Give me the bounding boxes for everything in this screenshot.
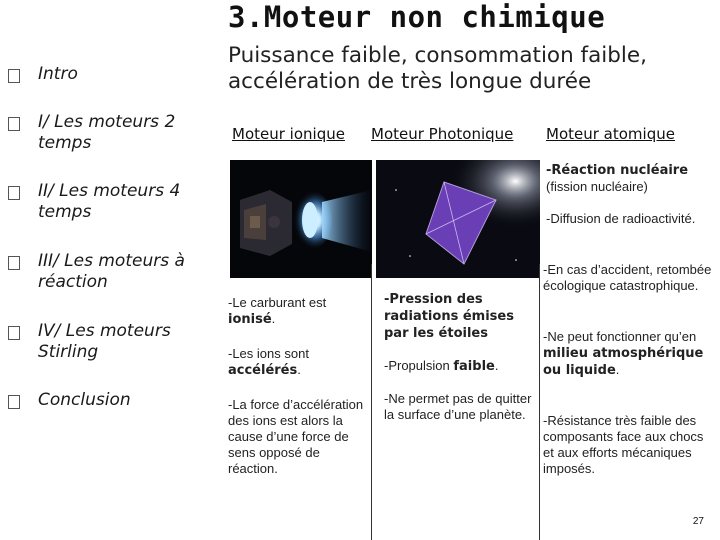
bullet-box-icon — [8, 395, 20, 409]
atomique-item: -En cas d’accident, retombée écologique catastrophique. — [543, 262, 712, 293]
nav-item-label: III/ Les moteurs à réaction — [38, 251, 185, 292]
nav-item-label: II/ Les moteurs 4 temps — [38, 181, 181, 222]
column-header-photonique: Moteur Photonique — [371, 125, 514, 143]
nav-item-moteurs-2-temps[interactable] — [8, 112, 208, 154]
nav-item-moteurs-reaction[interactable] — [8, 251, 208, 293]
page-number: 27 — [692, 516, 704, 527]
column-header-atomique: Moteur atomique — [546, 125, 675, 143]
column-header-ionique: Moteur ionique — [232, 125, 345, 143]
atomique-item: -Réaction nucléaire (fission nucléaire) — [546, 163, 689, 194]
atomique-item: -Diffusion de radioactivité. — [546, 211, 696, 226]
atomique-item: -Ne peut fonctionner qu’en milieu atmosphérique ou liquide. — [543, 329, 704, 378]
nav-item-label: Intro — [38, 64, 78, 84]
nav-item-conclusion[interactable] — [8, 390, 208, 411]
ion-engine-photo — [230, 160, 372, 278]
nav-item-label: IV/ Les moteurs Stirling — [38, 321, 171, 362]
nav-item-moteurs-4-temps[interactable] — [8, 181, 208, 223]
nav-item-label: Conclusion — [38, 390, 131, 410]
column-divider — [371, 264, 372, 540]
column-divider — [539, 264, 540, 540]
ionique-item: -Les ions sont accélérés. — [228, 346, 309, 378]
photonique-item: -Pression des radiations émises par les étoiles — [384, 292, 514, 341]
bullet-box-icon — [8, 117, 20, 131]
ionique-item: -La force d’accélération des ions est alors la cause d’une force de sens opposé de réaction. — [228, 397, 364, 476]
ionique-item: -Le carburant est ionisé. — [228, 295, 327, 327]
nav-item-moteurs-stirling[interactable] — [8, 321, 208, 363]
bullet-box-icon — [8, 326, 20, 340]
nav-item-label: I/ Les moteurs 2 temps — [38, 112, 176, 153]
bullet-box-icon — [8, 186, 20, 200]
atomique-item: -Résistance très faible des composants face aux chocs et aux efforts mécaniques imposés. — [543, 413, 704, 476]
photonique-item: -Ne permet pas de quitter la surface d’une planète. — [384, 391, 532, 422]
slide-title: 3.Moteur non chimique — [228, 0, 606, 34]
slide-subtitle: Puissance faible, consommation faible, accélération de très longue durée — [228, 43, 647, 94]
bullet-box-icon — [8, 69, 20, 83]
solar-sail-photo — [376, 160, 540, 278]
photonique-item: -Propulsion faible. — [384, 358, 499, 374]
nav-item-intro[interactable] — [8, 64, 208, 85]
bullet-box-icon — [8, 256, 20, 270]
